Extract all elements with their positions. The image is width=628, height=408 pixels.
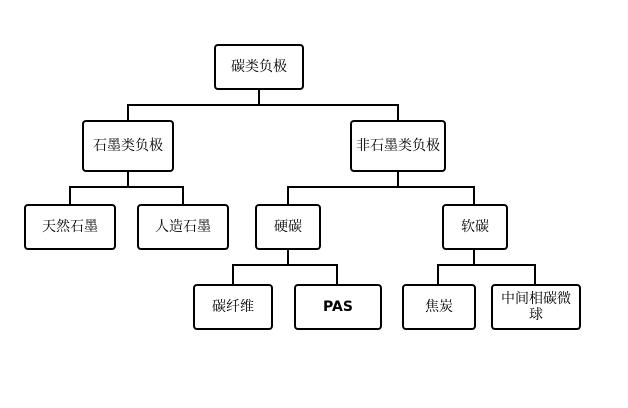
node-coke[interactable] (402, 284, 476, 330)
connector-hardcarbon-bus (232, 264, 338, 266)
connector-root-bus (127, 104, 399, 106)
connector-softcarbon-bus (437, 264, 536, 266)
node-natural-graphite[interactable] (24, 204, 116, 250)
node-pas[interactable] (294, 284, 382, 330)
connector-nongraphite-to-softcarbon (473, 186, 475, 204)
node-label: 人造石墨 (155, 218, 211, 235)
node-mesocarbon-microbeads[interactable] (491, 284, 581, 330)
connector-graphite-bus (69, 186, 184, 188)
node-carbon-anode[interactable] (214, 44, 304, 90)
node-label: 硬碳 (274, 218, 302, 235)
connector-softcarbon-to-msb (534, 264, 536, 284)
node-artificial-graphite[interactable] (137, 204, 229, 250)
node-hard-carbon[interactable] (255, 204, 321, 250)
node-graphite-anode[interactable] (82, 120, 174, 172)
connector-graphite-to-artificial (182, 186, 184, 204)
connector-root-to-graphite (127, 104, 129, 120)
connector-nongraphite-to-hardcarbon (287, 186, 289, 204)
node-label: 焦炭 (425, 298, 453, 315)
connector-hardcarbon-to-fiber (232, 264, 234, 284)
node-label: 非石墨类负极 (356, 137, 440, 154)
connector-root-to-nongraphite (397, 104, 399, 120)
connector-softcarbon-to-coke (437, 264, 439, 284)
node-non-graphite-anode[interactable] (350, 120, 446, 172)
connector-hardcarbon-to-pas (336, 264, 338, 284)
connector-graphite-to-natural (69, 186, 71, 204)
node-label: 碳纤维 (212, 298, 254, 315)
node-label: 中间相碳微球 (501, 290, 571, 323)
connector-nongraphite-bus (287, 186, 475, 188)
node-carbon-fiber[interactable] (193, 284, 273, 330)
node-label: 天然石墨 (42, 218, 98, 235)
node-soft-carbon[interactable] (442, 204, 508, 250)
node-label: 碳类负极 (231, 58, 287, 75)
node-label: PAS (323, 298, 353, 315)
node-label: 石墨类负极 (93, 137, 163, 154)
node-label: 软碳 (461, 218, 489, 235)
